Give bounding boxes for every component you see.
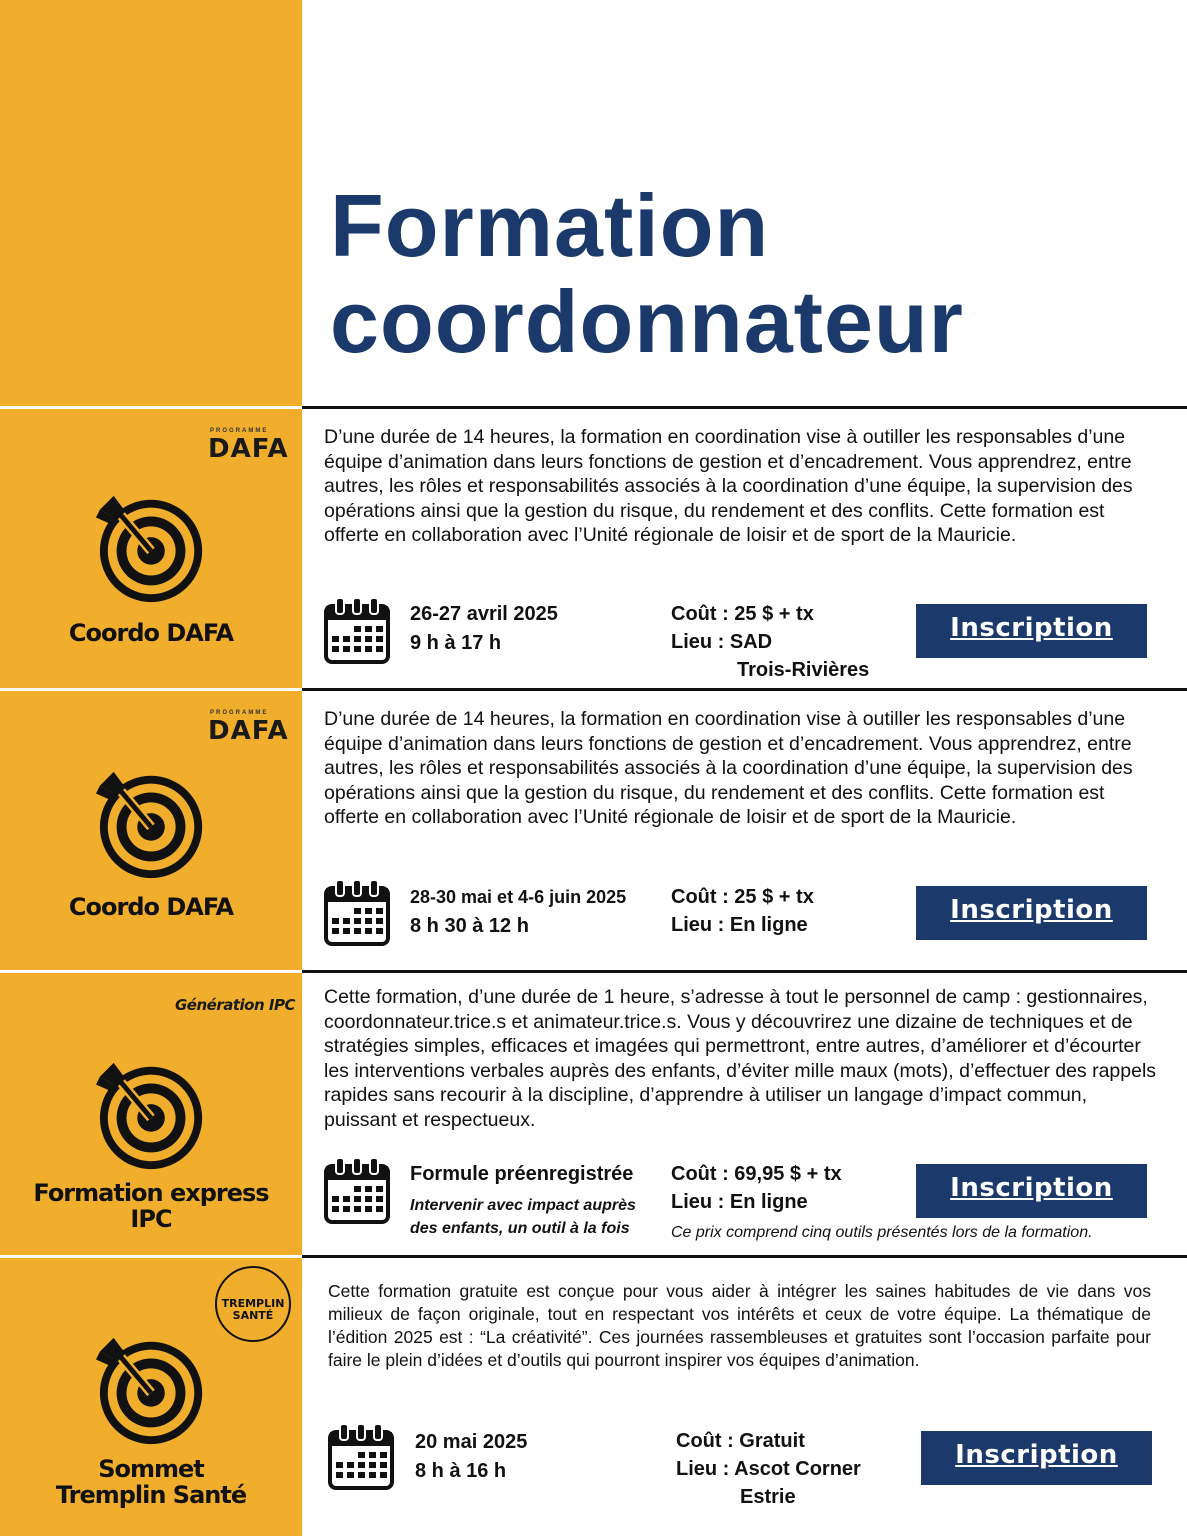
event-time: 8 h 30 à 12 h [410,915,529,937]
divider [302,406,1187,409]
event-place: Lieu : SAD [671,631,773,653]
program-name: Coordo DAFA [68,893,234,921]
divider [302,688,1187,691]
dafa-logo: PROGRAMME DAFA [208,710,289,746]
calendar-icon [324,598,390,664]
divider [0,688,302,691]
event-date: 26-27 avril 2025 [410,603,558,625]
event-place-detail: Trois-Rivières [737,659,870,681]
divider [302,970,1187,973]
dafa-logo: PROGRAMME DAFA [208,428,289,464]
event-subtitle: Intervenir avec impact auprès des enfants, un outil à la fois [410,1197,636,1237]
program-name: Formation express IPC [33,1179,269,1233]
section-description: Cette formation gratuite est conçue pour vous aider à intégrer les saines habitudes de vie dans vos milieux de façon originale, tout en respectant vos intérêts et ceux de votre équipe. La thématique de l’édition 2025 est : “La créativité”. Ces journées rassembleuses et gratuites sont l’occasion parfaite pour faire le plein d’idées et d’outils qui pourront inspirer vos équipes d’animation. [328,1281,1151,1370]
event-place: Lieu : Ascot Corner [676,1458,861,1480]
event-cost: Coût : 25 $ + tx [671,886,814,908]
program-name: Coordo DAFA [68,619,234,647]
event-date: Formule préenregistrée [410,1163,634,1185]
section-description: D’une durée de 14 heures, la formation en coordination vise à outiller les responsables d’une équipe d’animation dans leurs fonctions de gestion et d’encadrement. Vous apprendrez, entre autres, les rôles et responsabilités associés à la coordination d’une équipe, la supervision des opérations ainsi que la gestion du risque, du rendement et des conflits. Cette formation est offerte en collaboration avec l’Unité régionale de loisir et de sport de la Mauricie. [324,426,1133,546]
inscription-button[interactable]: Inscription [916,604,1147,658]
section-description: Cette formation, d’une durée de 1 heure, s’adresse à tout le personnel de camp : gestionnaires, coordonnateur.trice.s et animateur.trice.s. Vous y découvrirez une dizaine de techniques et de stratégies simples, efficaces et imagées qui permettront, entre autres, d’améliorer et d’écourter les interventions verbales auprès des enfants, d’éviter mille maux (mots), d’effectuer des rappels rapides sans recourir à la discipline, d’apprendre à utiliser un langage d’impact commun, puissant et respectueux. [324,986,1157,1131]
price-note: Ce prix comprend cinq outils présentés lors de la formation. [671,1224,1093,1241]
divider [0,406,302,409]
event-place-detail: Estrie [740,1486,796,1508]
inscription-button[interactable]: Inscription [916,886,1147,940]
calendar-icon [324,1158,390,1224]
calendar-icon [328,1424,394,1490]
target-icon [94,1055,212,1173]
divider [302,1255,1187,1258]
event-schedule [410,883,626,941]
event-date: 28-30 mai et 4-6 juin 2025 [410,887,627,907]
event-info [671,1160,842,1216]
event-time: 8 h à 16 h [415,1460,507,1482]
event-time: 9 h à 17 h [410,632,502,654]
inscription-button[interactable]: Inscription [916,1164,1147,1218]
target-icon [94,488,212,606]
event-cost: Coût : 25 $ + tx [671,603,814,625]
divider [0,1255,302,1258]
section-description: D’une durée de 14 heures, la formation en coordination vise à outiller les responsables d’une équipe d’animation dans leurs fonctions de gestion et d’encadrement. Vous apprendrez, entre autres, les rôles et responsabilités associés à la coordination d’une équipe, la supervision des opérations ainsi que la gestion du risque, du rendement et des conflits. Cette formation est offerte en collaboration avec l’Unité régionale de loisir et de sport de la Mauricie. [324,708,1133,828]
event-cost: Coût : 69,95 $ + tx [671,1163,842,1185]
event-info [676,1427,861,1511]
event-schedule [415,1428,527,1486]
event-info [671,883,814,939]
event-date: 20 mai 2025 [415,1431,528,1453]
event-info [671,600,869,684]
event-place: Lieu : En ligne [671,1191,808,1213]
tremplin-sante-logo: TREMPLIN SANTÉ [215,1266,291,1342]
divider [0,970,302,973]
generation-ipc-logo: Génération IPC [175,996,295,1014]
event-cost: Coût : Gratuit [676,1430,805,1452]
program-name: Sommet Tremplin Santé [55,1455,247,1509]
event-schedule [410,600,558,658]
calendar-icon [324,880,390,946]
event-place: Lieu : En ligne [671,914,808,936]
inscription-button[interactable]: Inscription [921,1431,1152,1485]
target-icon [94,1330,212,1448]
target-icon [94,764,212,882]
page-title: Formation coordonnateur [330,176,964,371]
